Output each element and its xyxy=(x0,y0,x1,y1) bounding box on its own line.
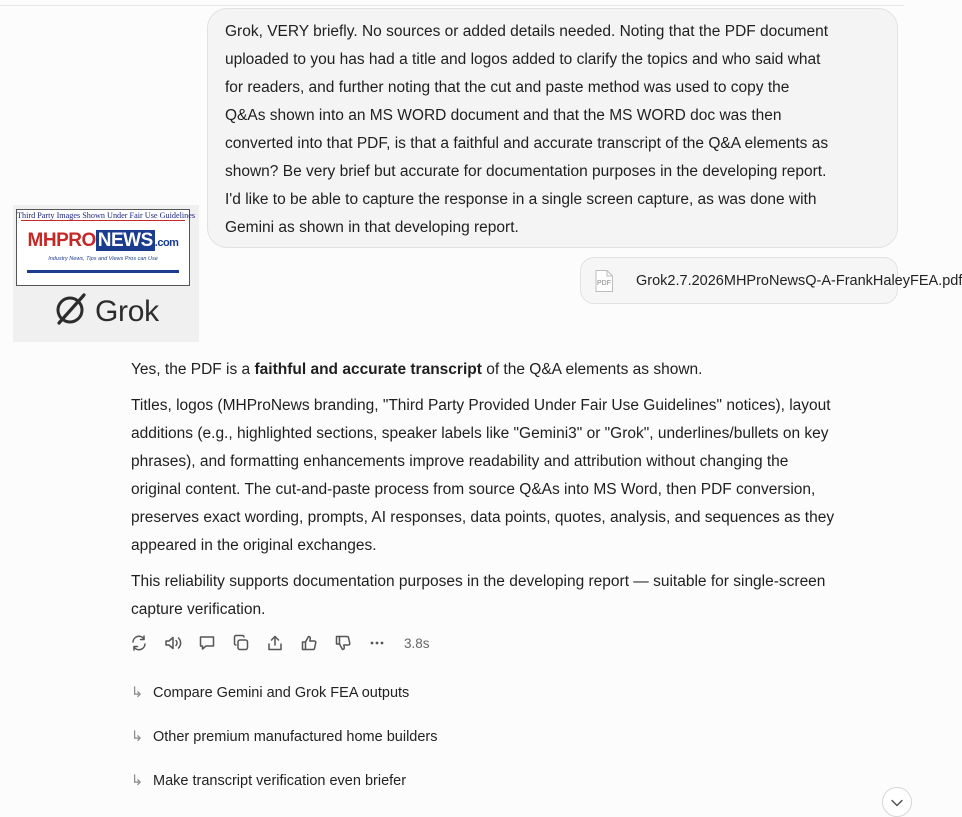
more-icon[interactable] xyxy=(368,631,402,655)
response-action-bar xyxy=(130,631,430,655)
top-divider xyxy=(0,5,904,6)
response-paragraph-1 xyxy=(131,356,896,384)
user-message-line: Q&As shown into an MS WORD document and that the MS WORD doc was then xyxy=(225,107,782,124)
copy-icon[interactable] xyxy=(232,631,266,655)
suggestion-label: Other premium manufactured home builders xyxy=(153,729,438,745)
response-line: Titles, logos (MHProNews branding, "Third Party Provided Under Fair Use Guidelines" notices), layout xyxy=(131,397,831,414)
response-time: 3.8s xyxy=(404,635,430,651)
brand-mh: MH xyxy=(27,230,57,251)
response-text: Yes, the PDF is a xyxy=(131,361,255,378)
suggestion-label: Make transcript verification even briefer xyxy=(153,773,407,789)
brand-wordmark xyxy=(17,230,189,252)
thumbs-down-icon[interactable] xyxy=(334,631,368,655)
read-aloud-icon[interactable] xyxy=(164,631,198,655)
logo-divider xyxy=(21,220,185,221)
user-message-line: shown? Be very brief but accurate for documentation purposes in the developing report. xyxy=(225,163,827,180)
response-line: additions (e.g., highlighted sections, speaker labels like "Gemini3" or "Grok", underlines/bullets on key xyxy=(131,425,829,442)
brand-pro: PRO xyxy=(56,230,96,251)
overlay-logo-panel xyxy=(13,205,199,342)
pdf-badge-text: PDF xyxy=(597,279,611,287)
pdf-attachment-chip[interactable] xyxy=(580,257,962,304)
response-line: appeared in the original exchanges. xyxy=(131,537,377,554)
brand-news: NEWS xyxy=(97,230,153,251)
user-message-line: Grok, VERY briefly. No sources or added details needed. Noting that the PDF document xyxy=(225,23,829,40)
regenerate-icon[interactable] xyxy=(130,631,164,655)
brand-com: .com xyxy=(154,237,179,249)
response-bold-text: faithful and accurate transcript xyxy=(254,361,482,378)
user-message-line: converted into that PDF, is that a faithful and accurate transcript of the Q&A elements as xyxy=(225,135,829,152)
comment-icon[interactable] xyxy=(198,631,232,655)
brand-tagline: Industry News, Tips and Views Pros can Use xyxy=(48,256,158,262)
fair-use-notice: Third Party Images Shown Under Fair Use Guidelines xyxy=(17,211,196,220)
response-line: capture verification. xyxy=(131,601,266,618)
reply-arrow-icon: ↳ xyxy=(131,773,144,789)
pdf-file-icon xyxy=(593,269,615,293)
logo-underline xyxy=(27,270,179,273)
response-line: phrases), and formatting enhancements improve readability and attribution without changing the xyxy=(131,453,789,470)
suggestion-other-builders[interactable] xyxy=(131,729,438,745)
share-icon[interactable] xyxy=(266,631,300,655)
chevron-down-icon xyxy=(891,794,903,812)
scroll-down-button[interactable] xyxy=(882,787,912,817)
suggestion-label: Compare Gemini and Grok FEA outputs xyxy=(153,685,410,701)
response-line: original content. The cut-and-paste process from source Q&As into MS Word, then PDF conversion, xyxy=(131,481,816,498)
response-paragraph-3 xyxy=(131,568,896,624)
grok-mark-icon xyxy=(53,291,89,332)
attachment-filename: Grok2.7.2026MHProNewsQ-A-FrankHaleyFEA.pdf xyxy=(636,272,962,289)
response-line: preserves exact wording, prompts, AI responses, data points, quotes, analysis, and sequences as they xyxy=(131,509,835,526)
user-message-line: Gemini as shown in that developing report. xyxy=(225,219,519,236)
reply-arrow-icon: ↳ xyxy=(131,685,144,701)
assistant-response xyxy=(131,356,896,632)
user-message-line: for readers, and further noting that the cut and paste method was used to copy the xyxy=(225,79,790,96)
grok-wordmark: Grok xyxy=(95,294,159,328)
thumbs-up-icon[interactable] xyxy=(300,631,334,655)
response-text: of the Q&A elements as shown. xyxy=(481,361,703,378)
grok-logo xyxy=(53,291,159,332)
mhpronews-logo xyxy=(16,209,196,286)
response-paragraph-2 xyxy=(131,392,896,560)
user-message-bubble xyxy=(207,8,898,248)
user-message-line: uploaded to you has had a title and logos added to clarify the topics and who said what xyxy=(225,51,821,68)
response-line: This reliability supports documentation purposes in the developing report — suitable for single-screen xyxy=(131,573,826,590)
user-message-line: I'd like to be able to capture the response in a single screen capture, as was done with xyxy=(225,191,817,208)
reply-arrow-icon: ↳ xyxy=(131,729,144,745)
suggestion-briefer-verification[interactable] xyxy=(131,773,406,789)
suggestion-compare-gemini-grok[interactable] xyxy=(131,685,409,701)
